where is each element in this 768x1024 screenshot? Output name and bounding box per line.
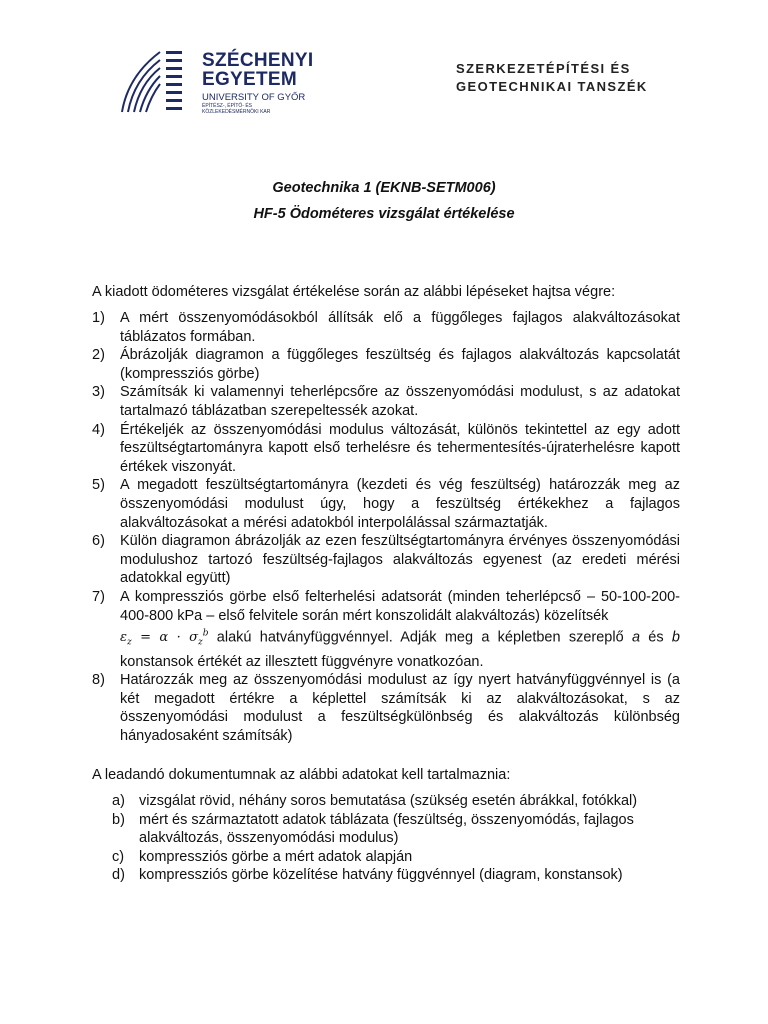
step-text: Számítsák ki valamennyi teherlépcsőre az összenyomódási modulust, s az adatokat tartalmazó táblázatban szerepeltessék azokat. xyxy=(120,384,680,419)
step-number: 2) xyxy=(92,347,105,364)
step-number: 7) xyxy=(92,588,105,605)
course-title: Geotechnika 1 (EKNB-SETM006) xyxy=(272,180,496,196)
list-item xyxy=(112,811,678,848)
formula-epsilon: ε xyxy=(120,630,127,646)
list-item xyxy=(92,532,680,588)
list-item xyxy=(112,848,678,867)
step-text: Értékeljék az összenyomódási modulus változását, különös tekintettel az egy adott feszültségtartományra kapott első terhelésre és tehermentesítés-újraterhelésre kapott értékek viszonyát. xyxy=(120,421,680,475)
deliverable-letter: d) xyxy=(112,867,125,884)
step-text: A mért összenyomódásokból állítsák elő a függőleges fajlagos alakváltozásokat táblázatos formában. xyxy=(120,310,680,345)
university-logo xyxy=(120,48,320,118)
formula-sigma: σ xyxy=(189,630,198,646)
department-name-line1: SZERKEZETÉPÍTÉSI ÉS xyxy=(456,61,631,76)
deliverable-letter: b) xyxy=(112,811,125,828)
step-text-part: és xyxy=(640,629,672,646)
deliverable-letter: c) xyxy=(112,848,125,865)
list-item xyxy=(92,346,680,383)
step-text-part: alakú hatványfüggvénnyel. Adják meg a képletben szereplő xyxy=(208,629,632,646)
intro-paragraph: A kiadott ödométeres vizsgálat értékelése során az alábbi lépéseket hajtsa végre: xyxy=(92,284,616,300)
logo-faculty-line1: ÉPÍTÉSZ-, ÉPÍTŐ- ÉS xyxy=(202,103,253,109)
deliverable-text: kompressziós görbe közelítése hatvány függvénnyel (diagram, konstansok) xyxy=(139,867,623,884)
constant-b: b xyxy=(671,629,680,646)
step-text-part: A kompressziós görbe első felterhelési adatsorát (minden teherlépcső – 50-100-200-400-800 kPa – első felvitele során mért konszolidált alakváltozás) közelítsék xyxy=(120,588,680,624)
list-item xyxy=(92,476,680,532)
formula-dot: · xyxy=(168,630,190,646)
department-name xyxy=(456,60,648,96)
step-number: 8) xyxy=(92,672,105,689)
deliverable-letter: a) xyxy=(112,793,125,809)
list-item xyxy=(92,309,680,346)
power-function-formula xyxy=(120,629,209,649)
formula-sigma-exponent: b xyxy=(202,629,209,640)
deliverable-text: kompressziós görbe a mért adatok alapján xyxy=(139,848,413,865)
deliverable-text: vizsgálat rövid, néhány soros bemutatása (szükség esetén ábrákkal, fotókkal) xyxy=(139,793,638,809)
list-item xyxy=(92,383,680,420)
list-item xyxy=(92,588,680,671)
step-number: 3) xyxy=(92,384,105,401)
step-text: Határozzák meg az összenyomódási modulust az így nyert hatványfüggvénnyel is (a két megadott értékre a képlettel számítsák ki az alakváltozásokat, s az összenyomódási modulust a feszültségkülönbség és alakváltozás különbség hányadosaként számítsák) xyxy=(120,672,680,744)
university-emblem-icon xyxy=(120,48,184,114)
deliverables-list xyxy=(112,792,678,885)
step-number: 6) xyxy=(92,533,105,550)
list-item xyxy=(92,671,680,745)
step-text: Külön diagramon ábrázolják az ezen feszültségtartományra érvényes összenyomódási modulushoz tartozó feszültség-fajlagos alakváltozás egyenest (az eredeti mérési adatokkal együtt) xyxy=(120,533,680,587)
formula-epsilon-subscript: z xyxy=(126,638,132,649)
logo-english-name: UNIVERSITY OF GYŐR xyxy=(202,92,306,103)
deliverable-text: mért és származtatott adatok táblázata (feszültség, összenyomódás, fajlagos alakváltozás, összenyomódási modulus) xyxy=(139,811,634,847)
step-number: 5) xyxy=(92,477,105,494)
logo-university-name-line1: SZÉCHENYI xyxy=(202,50,314,71)
list-item xyxy=(112,866,678,885)
list-item xyxy=(112,792,678,811)
logo-university-name-line2: EGYETEM xyxy=(202,69,298,90)
formula-equals: = xyxy=(131,630,160,646)
deliverables-intro: A leadandó dokumentumnak az alábbi adatokat kell tartalmaznia: xyxy=(92,767,511,783)
formula-alpha: α xyxy=(159,630,169,646)
steps-list xyxy=(92,309,680,746)
constant-a: a xyxy=(631,629,641,646)
assignment-title: HF-5 Ödométeres vizsgálat értékelése xyxy=(253,206,515,222)
step-text-part: konstansok értékét az illesztett függvényre vonatkozóan. xyxy=(120,653,484,670)
step-text xyxy=(120,588,680,671)
step-text: A megadott feszültségtartományra (kezdeti és vég feszültség) határozzák meg az összenyomódási modulust úgy, hogy a feszültség értékekhez a fajlagos alakváltozásokat a mérési adatokból interpolálással származtatják. xyxy=(120,477,680,531)
list-item xyxy=(92,421,680,477)
logo-faculty-line2: KÖZLEKEDÉSMÉRNÖKI KAR xyxy=(202,109,271,115)
step-number: 1) xyxy=(92,310,105,326)
logo-wordmark xyxy=(202,51,313,115)
step-text: Ábrázolják diagramon a függőleges feszültség és fajlagos alakváltozás kapcsolatát (kompressziós görbe) xyxy=(120,347,680,382)
step-number: 4) xyxy=(92,421,105,438)
formula-sigma-subscript: z xyxy=(198,638,203,649)
department-name-line2: GEOTECHNIKAI TANSZÉK xyxy=(456,79,648,94)
